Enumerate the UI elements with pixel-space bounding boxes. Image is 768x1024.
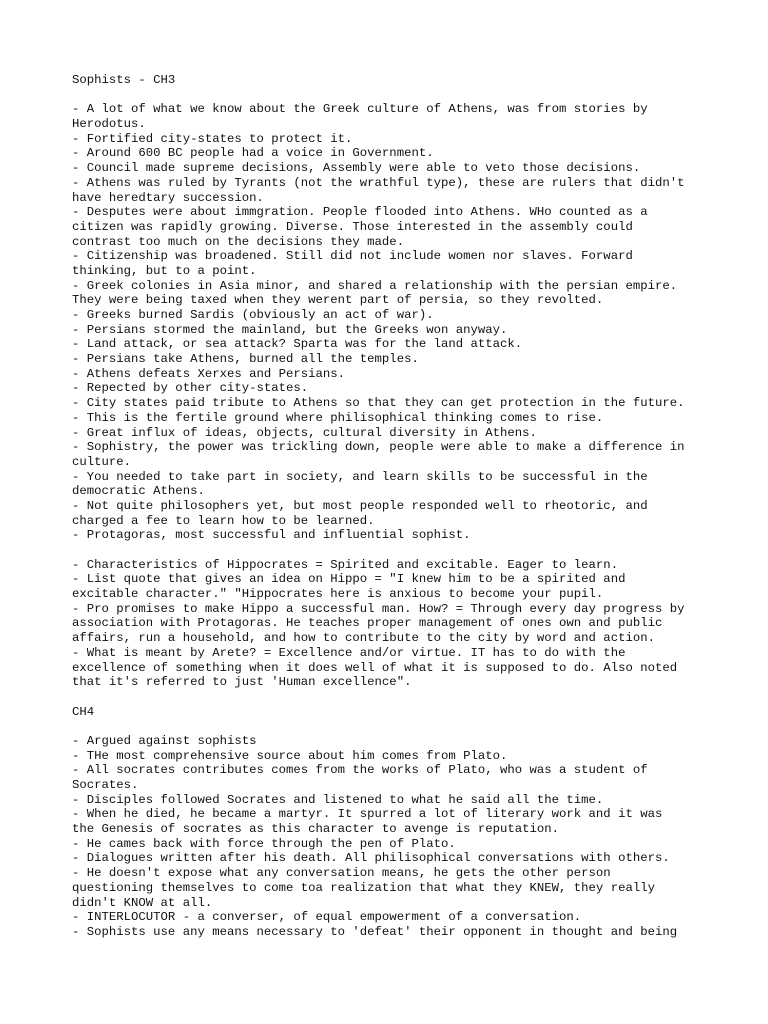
doc-line: charged a fee to learn how to be learned. (72, 513, 375, 528)
doc-line: - Desputes were about immgration. People flooded into Athens. WHo counted as a (72, 205, 648, 220)
doc-line: - Sophists use any means necessary to 'defeat' their opponent in thought and being (72, 924, 678, 939)
doc-line (72, 690, 712, 705)
doc-line: - Council made supreme decisions, Assembly were able to veto those decisions. (72, 161, 641, 176)
doc-line: that it's referred to just 'Human excellence". (72, 675, 412, 690)
doc-line: - He cames back with force through the pen of Plato. (72, 836, 456, 851)
doc-line: - Not quite philosophers yet, but most people responded well to rheotoric, and (72, 498, 648, 513)
doc-line: - Fortified city-states to protect it. (72, 131, 353, 146)
doc-line: - Pro promises to make Hippo a successful man. How? = Through every day progress by (72, 601, 685, 616)
doc-line: - What is meant by Arete? = Excellence and/or virtue. IT has to do with the (72, 645, 626, 660)
doc-line: - Athens was ruled by Tyrants (not the wrathful type), these are rulers that didn't (72, 175, 685, 190)
doc-line (72, 543, 712, 558)
doc-line: They were being taxed when they werent part of persia, so they revolted. (72, 293, 604, 308)
doc-line: - Land attack, or sea attack? Sparta was for the land attack. (72, 337, 523, 352)
doc-line: - Disciples followed Socrates and listened to what he said all the time. (72, 792, 604, 807)
doc-line: - When he died, he became a martyr. It spurred a lot of literary work and it was (72, 807, 663, 822)
doc-line: the Genesis of socrates as this character to avenge is reputation. (72, 822, 560, 837)
doc-line: - INTERLOCUTOR - a converser, of equal empowerment of a conversation. (72, 910, 582, 925)
doc-line: - This is the fertile ground where philisophical thinking comes to rise. (72, 410, 604, 425)
doc-line: excellence of something when it does well of what it is supposed to do. Also noted (72, 660, 678, 675)
doc-line: Socrates. (72, 778, 139, 792)
doc-line (72, 88, 712, 103)
doc-line: democratic Athens. (72, 484, 205, 499)
doc-line: affairs, run a household, and how to contribute to the city by word and action. (72, 631, 655, 646)
doc-line: Herodotus. (72, 117, 146, 132)
doc-line: - Persians stormed the mainland, but the Greeks won anyway. (72, 322, 508, 337)
doc-line: - List quote that gives an idea on Hippo = "I knew him to be a spirited and (72, 572, 626, 587)
doc-line: - City states paid tribute to Athens so that they can get protection in the future. (72, 396, 685, 411)
doc-line: - Persians take Athens, burned all the temples. (72, 352, 419, 367)
doc-line: - Greek colonies in Asia minor, and shared a relationship with the persian empire. (72, 278, 678, 293)
doc-line: Sophists - CH3 (72, 73, 176, 87)
doc-line: - Around 600 BC people had a voice in Government. (72, 146, 434, 161)
doc-line: didn't KNOW at all. (72, 895, 213, 910)
doc-line: - A lot of what we know about the Greek culture of Athens, was from stories by (72, 102, 648, 117)
doc-line: excitable character." "Hippocrates here is anxious to become your pupil. (72, 587, 604, 602)
doc-line: - You needed to take part in society, and learn skills to be successful in the (72, 469, 648, 484)
doc-line: - Protagoras, most successful and influential sophist. (72, 528, 471, 543)
doc-line: culture. (72, 454, 132, 469)
doc-line: - Characteristics of Hippocrates = Spirited and excitable. Eager to learn. (72, 557, 619, 572)
doc-line: - He doesn't expose what any conversation means, he gets the other person (72, 866, 611, 881)
doc-line: contrast too much on the decisions they made. (72, 234, 405, 249)
doc-line: thinking, but to a point. (72, 263, 257, 278)
doc-line: association with Protagoras. He teaches proper management of ones own and public (72, 616, 663, 631)
doc-line: citizen was rapidly growing. Diverse. Those interested in the assembly could (72, 219, 633, 234)
doc-line: - Dialogues written after his death. All philisophical conversations with others. (72, 851, 670, 866)
doc-line (72, 719, 712, 734)
doc-line: - Citizenship was broadened. Still did not include women nor slaves. Forward (72, 249, 633, 264)
doc-line: - Sophistry, the power was trickling down, people were able to make a difference in (72, 440, 685, 455)
doc-line: - THe most comprehensive source about him comes from Plato. (72, 748, 508, 763)
document-page (72, 73, 712, 940)
doc-line: - Greeks burned Sardis (obviously an act of war). (72, 308, 434, 322)
doc-line: - All socrates contributes comes from the works of Plato, who was a student of (72, 763, 648, 778)
doc-line: - Repected by other city-states. (72, 381, 309, 396)
doc-line: - Great influx of ideas, objects, cultural diversity in Athens. (72, 425, 537, 440)
doc-line: - Athens defeats Xerxes and Persians. (72, 366, 346, 381)
doc-line: questioning themselves to come toa realization that what they KNEW, they really (72, 880, 655, 895)
doc-line: CH4 (72, 704, 95, 719)
doc-line: have heredtary succession. (72, 190, 264, 205)
doc-line: - Argued against sophists (72, 733, 257, 748)
